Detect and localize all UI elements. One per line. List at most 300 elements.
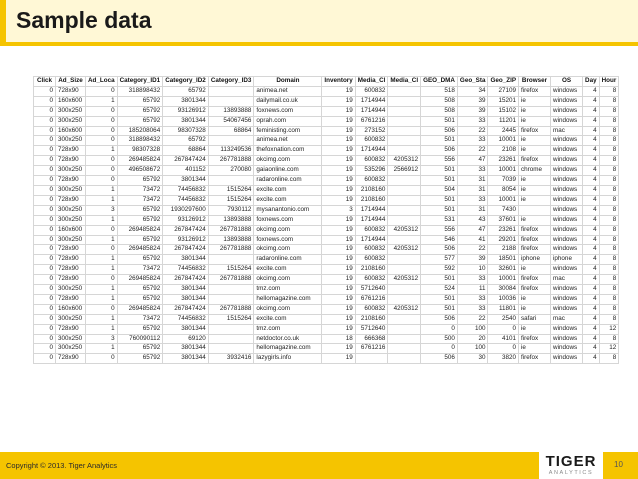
- table-cell: 273152: [355, 126, 388, 136]
- table-cell: windows: [551, 195, 583, 205]
- table-cell: 0: [86, 106, 118, 116]
- table-cell: 300x250: [56, 235, 86, 245]
- table-cell: 4205312: [388, 225, 421, 235]
- table-cell: 0: [86, 136, 118, 146]
- table-cell: 4: [583, 245, 600, 255]
- table-cell: 98307328: [117, 146, 163, 156]
- table-cell: 0: [34, 205, 56, 215]
- table-cell: mac: [551, 314, 583, 324]
- table-cell: [519, 205, 551, 215]
- table-cell: 23261: [488, 225, 519, 235]
- table-cell: 4: [583, 344, 600, 354]
- table-cell: 1: [86, 255, 118, 265]
- table-cell: 3801344: [163, 176, 209, 186]
- table-cell: firefox: [519, 245, 551, 255]
- table-cell: 4: [583, 106, 600, 116]
- column-header: Click: [34, 77, 56, 87]
- table-cell: 300x250: [56, 185, 86, 195]
- table-cell: 74456832: [163, 195, 209, 205]
- table-cell: 6761216: [355, 116, 388, 126]
- table-cell: oprah.com: [254, 116, 322, 126]
- table-row: [34, 344, 619, 354]
- table-cell: 8: [599, 235, 619, 245]
- table-cell: 8: [599, 354, 619, 364]
- table-cell: 0: [86, 354, 118, 364]
- tiger-analytics-logo: [539, 452, 603, 479]
- table-cell: 4: [583, 116, 600, 126]
- table-cell: 19: [322, 354, 355, 364]
- table-cell: 8: [599, 166, 619, 176]
- table-cell: 4: [583, 225, 600, 235]
- table-cell: 300x250: [56, 344, 86, 354]
- table-cell: 728x90: [56, 245, 86, 255]
- table-cell: 0: [34, 354, 56, 364]
- table-cell: 74456832: [163, 185, 209, 195]
- table-cell: foxnews.com: [254, 106, 322, 116]
- table-cell: [208, 86, 254, 96]
- table-cell: 10001: [488, 166, 519, 176]
- table-cell: 8: [599, 275, 619, 285]
- table-cell: hellomagazine.com: [254, 294, 322, 304]
- table-cell: firefox: [519, 225, 551, 235]
- table-cell: 4205312: [388, 304, 421, 314]
- table-cell: 19: [322, 294, 355, 304]
- column-header: Category_ID1: [117, 77, 163, 87]
- table-cell: 1: [86, 285, 118, 295]
- table-cell: 401152: [163, 166, 209, 176]
- table-cell: 4: [583, 235, 600, 245]
- table-cell: 728x90: [56, 146, 86, 156]
- table-cell: 4205312: [388, 245, 421, 255]
- table-cell: 506: [421, 245, 458, 255]
- table-cell: 600832: [355, 176, 388, 186]
- table-cell: foxnews.com: [254, 235, 322, 245]
- table-cell: 4: [583, 185, 600, 195]
- table-cell: 2108160: [355, 185, 388, 195]
- table-cell: 19: [322, 106, 355, 116]
- table-cell: [388, 176, 421, 186]
- table-cell: 7930112: [208, 205, 254, 215]
- table-cell: 0: [86, 116, 118, 126]
- table-cell: 29201: [488, 235, 519, 245]
- table-cell: [388, 265, 421, 275]
- table-cell: 2566912: [388, 166, 421, 176]
- table-cell: [388, 294, 421, 304]
- table-cell: 0: [34, 176, 56, 186]
- table-cell: [388, 106, 421, 116]
- table-cell: firefox: [519, 275, 551, 285]
- table-cell: 728x90: [56, 294, 86, 304]
- table-cell: 506: [421, 126, 458, 136]
- table-row: [34, 235, 619, 245]
- table-cell: 728x90: [56, 255, 86, 265]
- table-cell: 600832: [355, 304, 388, 314]
- table-cell: 4: [583, 156, 600, 166]
- table-cell: 4: [583, 86, 600, 96]
- table-cell: [388, 334, 421, 344]
- table-cell: dailymail.co.uk: [254, 96, 322, 106]
- table-cell: 3: [86, 205, 118, 215]
- table-cell: 160x600: [56, 225, 86, 235]
- table-cell: 300x250: [56, 205, 86, 215]
- table-cell: 98307328: [163, 126, 209, 136]
- table-cell: 0: [421, 324, 458, 334]
- table-cell: netdoctor.co.uk: [254, 334, 322, 344]
- table-cell: 1: [86, 324, 118, 334]
- table-cell: 8054: [488, 185, 519, 195]
- table-cell: 0: [34, 156, 56, 166]
- table-cell: 3801344: [163, 294, 209, 304]
- table-row: [34, 126, 619, 136]
- table-cell: 65792: [117, 344, 163, 354]
- table-cell: ie: [519, 344, 551, 354]
- table-cell: 23261: [488, 156, 519, 166]
- table-cell: 300x250: [56, 334, 86, 344]
- table-cell: 556: [421, 156, 458, 166]
- table-cell: 4: [583, 304, 600, 314]
- table-cell: [388, 354, 421, 364]
- table-cell: 3820: [488, 354, 519, 364]
- table-cell: 600832: [355, 86, 388, 96]
- table-cell: 1: [86, 314, 118, 324]
- table-cell: ie: [519, 304, 551, 314]
- table-cell: okcimg.com: [254, 225, 322, 235]
- table-cell: 1: [86, 265, 118, 275]
- table-cell: 0: [34, 136, 56, 146]
- table-cell: radaronline.com: [254, 255, 322, 265]
- table-cell: 300x250: [56, 116, 86, 126]
- table-row: [34, 245, 619, 255]
- table-cell: 7430: [488, 205, 519, 215]
- table-cell: 10036: [488, 294, 519, 304]
- table-cell: windows: [551, 146, 583, 156]
- table-cell: 65792: [117, 106, 163, 116]
- table-cell: 3801344: [163, 255, 209, 265]
- table-cell: 269485824: [117, 304, 163, 314]
- table-cell: 500: [421, 334, 458, 344]
- table-row: [34, 195, 619, 205]
- table-cell: 518: [421, 86, 458, 96]
- table-cell: okcimg.com: [254, 304, 322, 314]
- table-cell: 19: [322, 245, 355, 255]
- table-cell: 4: [583, 275, 600, 285]
- table-cell: 4: [583, 205, 600, 215]
- table-cell: excite.com: [254, 314, 322, 324]
- table-cell: ie: [519, 185, 551, 195]
- table-cell: 1714944: [355, 235, 388, 245]
- table-cell: 0: [34, 344, 56, 354]
- table-cell: 13893888: [208, 215, 254, 225]
- table-row: [34, 86, 619, 96]
- table-cell: iphone: [551, 255, 583, 265]
- copyright-text: Copyright © 2013. Tiger Analytics: [6, 461, 117, 470]
- table-cell: 0: [34, 314, 56, 324]
- table-cell: 39: [457, 255, 488, 265]
- table-cell: 22: [457, 245, 488, 255]
- table-row: [34, 176, 619, 186]
- table-cell: 0: [34, 106, 56, 116]
- table-cell: 8: [599, 314, 619, 324]
- table-cell: windows: [551, 225, 583, 235]
- table-cell: 8: [599, 334, 619, 344]
- table-cell: 74456832: [163, 265, 209, 275]
- table-cell: 506: [421, 146, 458, 156]
- table-cell: 269485824: [117, 245, 163, 255]
- table-cell: windows: [551, 176, 583, 186]
- table-cell: 33: [457, 304, 488, 314]
- table-cell: okcimg.com: [254, 275, 322, 285]
- table-cell: 11201: [488, 116, 519, 126]
- table-cell: 501: [421, 205, 458, 215]
- table-cell: 600832: [355, 156, 388, 166]
- table-cell: 18: [322, 334, 355, 344]
- table-cell: 501: [421, 116, 458, 126]
- logo-text: TIGER: [545, 453, 597, 470]
- table-cell: 19: [322, 86, 355, 96]
- table-cell: windows: [551, 304, 583, 314]
- table-cell: 269485824: [117, 156, 163, 166]
- table-cell: 531: [421, 215, 458, 225]
- table-cell: 93126912: [163, 235, 209, 245]
- table-cell: [208, 285, 254, 295]
- column-header: Category_ID2: [163, 77, 209, 87]
- table-cell: 65792: [117, 324, 163, 334]
- table-cell: 501: [421, 136, 458, 146]
- table-cell: 73472: [117, 265, 163, 275]
- table-cell: 546: [421, 235, 458, 245]
- table-cell: windows: [551, 96, 583, 106]
- table-cell: 0: [86, 245, 118, 255]
- table-cell: 73472: [117, 185, 163, 195]
- table-cell: ie: [519, 176, 551, 186]
- table-row: [34, 166, 619, 176]
- table-cell: 592: [421, 265, 458, 275]
- table-cell: animea.net: [254, 136, 322, 146]
- table-cell: 300x250: [56, 106, 86, 116]
- table-cell: 269485824: [117, 225, 163, 235]
- table-row: [34, 354, 619, 364]
- table-cell: 300x250: [56, 136, 86, 146]
- table-cell: 0: [86, 126, 118, 136]
- table-cell: ie: [519, 146, 551, 156]
- table-cell: [388, 205, 421, 215]
- column-header: Category_ID3: [208, 77, 254, 87]
- table-cell: 34: [457, 86, 488, 96]
- table-cell: windows: [551, 156, 583, 166]
- table-cell: 728x90: [56, 324, 86, 334]
- table-cell: 2108: [488, 146, 519, 156]
- table-cell: 43: [457, 215, 488, 225]
- table-cell: 19: [322, 285, 355, 295]
- table-cell: 65792: [117, 285, 163, 295]
- table-cell: 8: [599, 205, 619, 215]
- table-cell: 13893888: [208, 106, 254, 116]
- table-cell: 8: [599, 255, 619, 265]
- table-cell: 39: [457, 106, 488, 116]
- table-cell: 5712640: [355, 285, 388, 295]
- table-cell: [208, 176, 254, 186]
- table-cell: 8: [599, 195, 619, 205]
- table-cell: 2445: [488, 126, 519, 136]
- table-cell: 68864: [163, 146, 209, 156]
- table-cell: 5712640: [355, 324, 388, 334]
- column-header: Media_Cl: [388, 77, 421, 87]
- table-cell: okcimg.com: [254, 156, 322, 166]
- table-cell: 4: [583, 334, 600, 344]
- table-cell: 74456832: [163, 314, 209, 324]
- table-cell: 1714944: [355, 205, 388, 215]
- table-cell: 318898432: [117, 136, 163, 146]
- table-cell: 8: [599, 245, 619, 255]
- table-cell: 1714944: [355, 96, 388, 106]
- table-cell: 0: [34, 126, 56, 136]
- table-row: [34, 156, 619, 166]
- table-cell: 8: [599, 146, 619, 156]
- table-cell: mac: [551, 126, 583, 136]
- slide-title: Sample data: [16, 7, 152, 33]
- table-cell: firefox: [519, 86, 551, 96]
- data-table: [33, 76, 619, 364]
- table-cell: 0: [34, 275, 56, 285]
- table-cell: [388, 126, 421, 136]
- table-cell: 65792: [117, 96, 163, 106]
- table-cell: 0: [34, 285, 56, 295]
- table-cell: 1: [86, 146, 118, 156]
- table-row: [34, 334, 619, 344]
- table-cell: 1515264: [208, 314, 254, 324]
- table-cell: 0: [488, 324, 519, 334]
- table-cell: 15201: [488, 96, 519, 106]
- table-cell: tmz.com: [254, 324, 322, 334]
- table-cell: 4101: [488, 334, 519, 344]
- table-cell: 160x600: [56, 96, 86, 106]
- table-cell: 0: [34, 255, 56, 265]
- table-cell: 1: [86, 235, 118, 245]
- table-cell: 11801: [488, 304, 519, 314]
- table-cell: 0: [86, 86, 118, 96]
- table-cell: 760090112: [117, 334, 163, 344]
- table-cell: 3932416: [208, 354, 254, 364]
- table-cell: 19: [322, 126, 355, 136]
- table-cell: 4: [583, 324, 600, 334]
- table-cell: 93126912: [163, 106, 209, 116]
- table-cell: [388, 86, 421, 96]
- table-cell: 300x250: [56, 215, 86, 225]
- table-cell: 65792: [117, 255, 163, 265]
- table-cell: 4: [583, 314, 600, 324]
- table-cell: 0: [34, 245, 56, 255]
- table-cell: [388, 116, 421, 126]
- table-cell: 12: [599, 344, 619, 354]
- table-cell: 0: [34, 225, 56, 235]
- table-cell: 4: [583, 146, 600, 156]
- table-cell: 506: [421, 354, 458, 364]
- table-cell: firefox: [519, 126, 551, 136]
- table-cell: 8: [599, 265, 619, 275]
- table-cell: 501: [421, 176, 458, 186]
- table-cell: 65792: [117, 116, 163, 126]
- table-row: [34, 285, 619, 295]
- table-cell: 1: [86, 344, 118, 354]
- table-cell: 31: [457, 176, 488, 186]
- table-cell: 8: [599, 225, 619, 235]
- table-cell: 22: [457, 146, 488, 156]
- table-cell: 100: [457, 344, 488, 354]
- table-cell: 8: [599, 156, 619, 166]
- table-cell: 508: [421, 106, 458, 116]
- table-cell: windows: [551, 285, 583, 295]
- table-cell: 0: [86, 225, 118, 235]
- table-cell: windows: [551, 235, 583, 245]
- table-cell: 31: [457, 205, 488, 215]
- table-cell: 501: [421, 195, 458, 205]
- table-cell: 728x90: [56, 265, 86, 275]
- table-cell: [208, 334, 254, 344]
- table-row: [34, 106, 619, 116]
- table-row: [34, 215, 619, 225]
- table-cell: iphone: [519, 255, 551, 265]
- table-cell: 65792: [163, 86, 209, 96]
- table-cell: 4: [583, 166, 600, 176]
- table-cell: 19: [322, 324, 355, 334]
- table-cell: 4: [583, 354, 600, 364]
- table-cell: 728x90: [56, 86, 86, 96]
- table-cell: 0: [34, 235, 56, 245]
- table-cell: windows: [551, 294, 583, 304]
- table-cell: windows: [551, 166, 583, 176]
- table-cell: 3801344: [163, 344, 209, 354]
- table-cell: 4: [583, 126, 600, 136]
- table-cell: 30: [457, 354, 488, 364]
- table-cell: [388, 285, 421, 295]
- table-row: [34, 324, 619, 334]
- table-cell: 2108160: [355, 265, 388, 275]
- table-cell: 19: [322, 166, 355, 176]
- table-cell: 0: [34, 265, 56, 275]
- table-cell: 3801344: [163, 354, 209, 364]
- table-cell: 54067456: [208, 116, 254, 126]
- table-cell: 300x250: [56, 285, 86, 295]
- title-accent: [0, 0, 6, 42]
- table-row: [34, 314, 619, 324]
- table-cell: ie: [519, 294, 551, 304]
- table-cell: 501: [421, 166, 458, 176]
- table-cell: windows: [551, 344, 583, 354]
- table-cell: 65792: [117, 354, 163, 364]
- table-cell: [388, 324, 421, 334]
- table-cell: 1714944: [355, 215, 388, 225]
- table-cell: 33: [457, 116, 488, 126]
- table-cell: windows: [551, 116, 583, 126]
- table-cell: 267847424: [163, 156, 209, 166]
- column-header: Geo_ZIP: [488, 77, 519, 87]
- table-cell: 4: [583, 265, 600, 275]
- table-cell: [388, 344, 421, 354]
- table-cell: 27109: [488, 86, 519, 96]
- table-cell: ie: [519, 106, 551, 116]
- table-cell: 8: [599, 294, 619, 304]
- table-cell: 19: [322, 275, 355, 285]
- table-cell: 1714944: [355, 146, 388, 156]
- table-cell: 4: [583, 294, 600, 304]
- table-cell: 37601: [488, 215, 519, 225]
- table-cell: [388, 314, 421, 324]
- table-cell: 728x90: [56, 176, 86, 186]
- table-cell: 3: [86, 334, 118, 344]
- table-cell: 1714944: [355, 106, 388, 116]
- table-cell: 728x90: [56, 156, 86, 166]
- table-cell: 4205312: [388, 156, 421, 166]
